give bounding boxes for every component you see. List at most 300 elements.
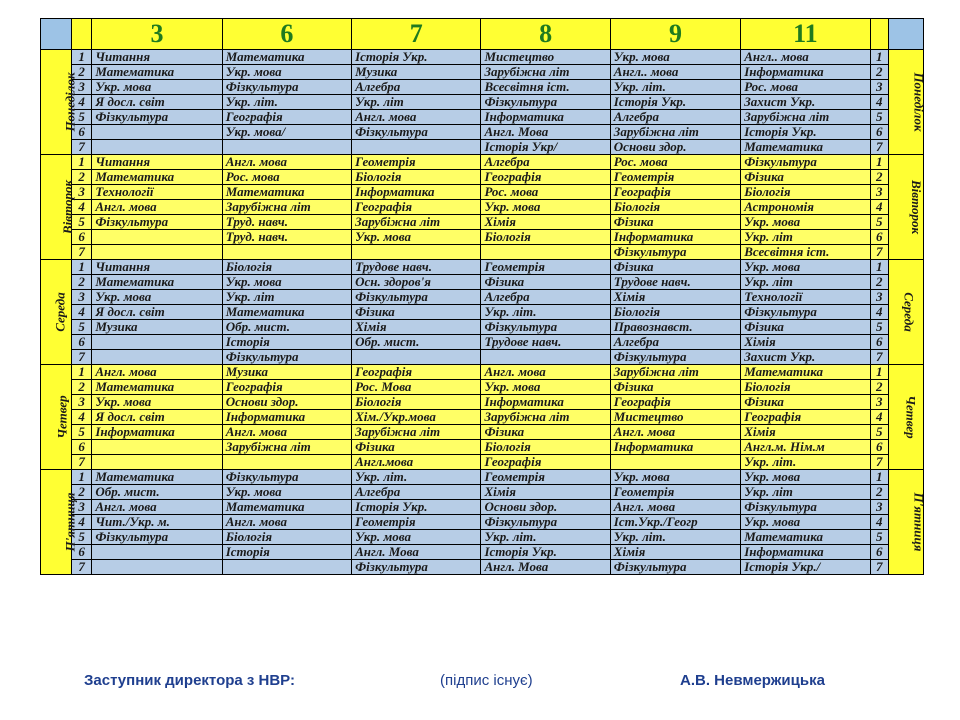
lesson-cell: Геометрія (481, 260, 610, 275)
day-label-right (889, 365, 924, 470)
lesson-number: 6 (870, 230, 888, 245)
lesson-cell: Географія (222, 380, 351, 395)
schedule-row (41, 410, 924, 425)
lesson-cell: Фізкультура (92, 110, 222, 125)
schedule-row (41, 80, 924, 95)
lesson-cell: Англ. мова (92, 200, 222, 215)
lesson-cell: Біологія (352, 170, 481, 185)
lesson-cell: Обр. мист. (352, 335, 481, 350)
grade-header: 11 (741, 19, 870, 50)
lesson-number: 3 (71, 500, 92, 515)
lesson-number: 1 (71, 155, 92, 170)
lesson-number: 5 (71, 320, 92, 335)
lesson-cell (92, 230, 222, 245)
lesson-cell: Захист Укр. (741, 95, 870, 110)
lesson-cell: Хімія (610, 545, 740, 560)
lesson-cell: Математика (741, 140, 870, 155)
schedule-row (41, 365, 924, 380)
lesson-cell: Біологія (222, 530, 351, 545)
lesson-cell: Алгебра (610, 335, 740, 350)
schedule-row (41, 230, 924, 245)
lesson-cell: Укр. мова (741, 470, 870, 485)
lesson-number: 7 (870, 350, 888, 365)
lesson-number: 6 (71, 230, 92, 245)
lesson-cell: Географія (352, 200, 481, 215)
lesson-cell: Математика (222, 305, 351, 320)
lesson-cell: Історія Укр. (481, 545, 610, 560)
lesson-cell: Математика (222, 50, 351, 65)
lesson-cell: Рос. мова (481, 185, 610, 200)
lesson-cell: Основи здор. (222, 395, 351, 410)
lesson-cell (481, 245, 610, 260)
lesson-cell: Технології (741, 290, 870, 305)
day-name: Четвер (54, 395, 70, 439)
lesson-cell (92, 545, 222, 560)
lesson-cell: Географія (222, 110, 351, 125)
lesson-cell: Труд. навч. (222, 230, 351, 245)
lesson-cell: Математика (92, 65, 222, 80)
lesson-cell: Фізкультура (610, 245, 740, 260)
schedule-row (41, 140, 924, 155)
lesson-number: 4 (71, 305, 92, 320)
lesson-cell: Зарубіжна літ (222, 440, 351, 455)
schedule-row (41, 515, 924, 530)
lesson-cell: Геометрія (352, 515, 481, 530)
lesson-cell (481, 350, 610, 365)
footer-signature: (підпис існує) (440, 672, 533, 689)
lesson-number: 6 (71, 545, 92, 560)
lesson-number: 2 (870, 380, 888, 395)
lesson-number: 7 (870, 245, 888, 260)
lesson-number: 7 (71, 245, 92, 260)
day-label-right (889, 260, 924, 365)
day-name: П'ятниця (911, 492, 927, 552)
lesson-cell: Хімія (610, 290, 740, 305)
lesson-cell: Математика (741, 530, 870, 545)
lesson-cell: Зарубіжна літ (222, 200, 351, 215)
lesson-cell: Історія Укр. (352, 500, 481, 515)
lesson-number: 6 (71, 440, 92, 455)
lesson-cell: Мистецтво (481, 50, 610, 65)
lesson-cell: Зарубіжна літ (481, 65, 610, 80)
lesson-number: 3 (71, 290, 92, 305)
schedule-row (41, 275, 924, 290)
lesson-cell: Історія Укр./ (741, 560, 870, 575)
schedule-row (41, 290, 924, 305)
lesson-cell: Англ. мова (610, 425, 740, 440)
lesson-number: 4 (71, 410, 92, 425)
lesson-cell: Інформатика (741, 65, 870, 80)
lesson-cell: Інформатика (352, 185, 481, 200)
lesson-number: 2 (71, 485, 92, 500)
schedule-row (41, 500, 924, 515)
day-name: Середа (52, 292, 68, 332)
lesson-cell (222, 245, 351, 260)
lesson-number: 2 (870, 170, 888, 185)
lesson-number: 3 (870, 500, 888, 515)
lesson-cell: Обр. мист. (222, 320, 351, 335)
schedule-table (40, 18, 927, 575)
day-label-right (889, 50, 927, 155)
lesson-cell: Фізкультура (481, 320, 610, 335)
lesson-cell: Укр. мова (222, 65, 351, 80)
lesson-cell: Я досл. світ (92, 410, 222, 425)
lesson-cell: Математика (92, 275, 222, 290)
lesson-cell: Фізкультура (610, 350, 740, 365)
grade-header: 8 (481, 19, 610, 50)
lesson-cell: Хімія (741, 425, 870, 440)
lesson-number: 4 (870, 95, 888, 110)
schedule-body (41, 49, 927, 575)
schedule-row (41, 560, 924, 575)
lesson-cell: Біологія (610, 200, 740, 215)
lesson-cell: Укр. мова (92, 290, 222, 305)
header-num-corner (870, 19, 888, 50)
schedule-row (41, 245, 924, 260)
lesson-cell: Алгебра (352, 80, 481, 95)
grade-header: 3 (92, 19, 222, 50)
lesson-cell: Укр. літ. (481, 305, 610, 320)
lesson-number: 1 (870, 50, 888, 65)
lesson-cell: Інформатика (481, 395, 610, 410)
lesson-number: 2 (71, 170, 92, 185)
lesson-cell: Укр. мова (610, 470, 740, 485)
lesson-cell: Фізкультура (222, 470, 351, 485)
day-name: П'ятниця (62, 492, 78, 552)
lesson-cell: Труд. навч. (222, 215, 351, 230)
lesson-cell: Укр. літ (352, 95, 481, 110)
lesson-cell: Англ.. мова (610, 65, 740, 80)
lesson-number: 5 (71, 425, 92, 440)
lesson-cell: Укр. мова (741, 260, 870, 275)
lesson-number: 5 (870, 215, 888, 230)
day-label-left (41, 260, 72, 365)
lesson-cell: Математика (741, 365, 870, 380)
day-name: Понеділок (62, 72, 78, 132)
lesson-number: 7 (870, 560, 888, 575)
lesson-number: 6 (870, 125, 888, 140)
lesson-number: 3 (870, 80, 888, 95)
lesson-cell: Алгебра (481, 155, 610, 170)
lesson-number: 4 (870, 410, 888, 425)
lesson-cell: Фізика (741, 170, 870, 185)
footer-position: Заступник директора з НВР: (84, 672, 295, 689)
lesson-cell: Читання (92, 50, 222, 65)
schedule-row (41, 335, 924, 350)
lesson-cell: Фізика (741, 320, 870, 335)
schedule-row (41, 50, 924, 65)
lesson-number: 3 (71, 80, 92, 95)
lesson-number: 6 (870, 545, 888, 560)
lesson-number: 2 (870, 275, 888, 290)
lesson-cell: Трудове навч. (610, 275, 740, 290)
schedule-row (41, 260, 924, 275)
lesson-cell: Я досл. світ (92, 95, 222, 110)
lesson-cell: Фізика (352, 305, 481, 320)
lesson-cell: Англ. мова (222, 155, 351, 170)
lesson-cell: Всесвітня іст. (481, 80, 610, 95)
lesson-cell: Зарубіжна літ (352, 215, 481, 230)
lesson-cell: Географія (352, 365, 481, 380)
lesson-cell: Фізкультура (741, 155, 870, 170)
lesson-cell: Укр. мова (481, 380, 610, 395)
lesson-cell: Хімія (481, 485, 610, 500)
lesson-cell: Укр. літ. (481, 530, 610, 545)
lesson-cell: Хімія (352, 320, 481, 335)
lesson-cell: Укр. мова (741, 515, 870, 530)
lesson-cell: Фізика (610, 215, 740, 230)
lesson-cell: Біологія (741, 380, 870, 395)
lesson-number: 3 (870, 290, 888, 305)
lesson-cell: Історія (222, 335, 351, 350)
lesson-cell: Математика (92, 170, 222, 185)
day-label-left (41, 470, 78, 575)
lesson-number: 1 (71, 470, 92, 485)
lesson-cell: Англ. мова (352, 110, 481, 125)
lesson-number: 6 (71, 335, 92, 350)
lesson-cell: Інформатика (481, 110, 610, 125)
lesson-number: 7 (71, 455, 92, 470)
lesson-cell: Геометрія (352, 155, 481, 170)
lesson-number: 6 (870, 335, 888, 350)
lesson-cell: Рос. мова (741, 80, 870, 95)
schedule-row (41, 155, 924, 170)
lesson-number: 1 (870, 155, 888, 170)
lesson-cell: Фізкультура (481, 515, 610, 530)
schedule-row (41, 305, 924, 320)
lesson-cell: Біологія (222, 260, 351, 275)
lesson-cell: Укр. мова (92, 395, 222, 410)
lesson-cell: Фізика (610, 260, 740, 275)
lesson-number: 1 (71, 365, 92, 380)
schedule-row (41, 110, 924, 125)
lesson-cell: Рос. мова (222, 170, 351, 185)
lesson-cell: Історія Укр/ (481, 140, 610, 155)
lesson-cell (610, 455, 740, 470)
header-corner (41, 19, 72, 50)
lesson-cell: Основи здор. (481, 500, 610, 515)
lesson-number: 7 (71, 350, 92, 365)
lesson-cell: Фізкультура (352, 125, 481, 140)
lesson-cell: Історія Укр. (741, 125, 870, 140)
lesson-cell: Трудове навч. (481, 335, 610, 350)
lesson-cell: Математика (92, 380, 222, 395)
lesson-cell: Укр. літ (741, 275, 870, 290)
lesson-cell: Хімія (741, 335, 870, 350)
lesson-cell: Зарубіжна літ (610, 365, 740, 380)
lesson-number: 4 (870, 200, 888, 215)
lesson-cell: Фізика (741, 395, 870, 410)
schedule-row (41, 350, 924, 365)
lesson-cell: Біологія (481, 230, 610, 245)
lesson-cell: Біологія (741, 185, 870, 200)
lesson-cell: Музика (222, 365, 351, 380)
lesson-cell: Фізкультура (222, 350, 351, 365)
lesson-cell: Англ.. мова (741, 50, 870, 65)
day-name: Вівторок (909, 179, 925, 235)
day-name: Понеділок (911, 72, 927, 132)
lesson-number: 5 (71, 110, 92, 125)
lesson-cell: Трудове навч. (352, 260, 481, 275)
schedule-row (41, 170, 924, 185)
day-label-left (41, 50, 78, 155)
lesson-number: 3 (71, 395, 92, 410)
lesson-cell: Геометрія (610, 170, 740, 185)
lesson-number: 5 (870, 110, 888, 125)
lesson-number: 2 (870, 485, 888, 500)
lesson-cell: Фізика (481, 425, 610, 440)
lesson-cell: Англ.м. Нім.м (741, 440, 870, 455)
lesson-number: 1 (71, 260, 92, 275)
schedule-row (41, 95, 924, 110)
schedule-row (41, 530, 924, 545)
lesson-number: 6 (870, 440, 888, 455)
lesson-cell: Англ. мова (92, 500, 222, 515)
lesson-cell: Укр. мова (222, 275, 351, 290)
day-name: Вівторок (60, 179, 76, 235)
lesson-cell: Зарубіжна літ (481, 410, 610, 425)
lesson-cell (352, 350, 481, 365)
lesson-cell: Англ. Мова (481, 125, 610, 140)
grade-header: 7 (352, 19, 481, 50)
lesson-cell: Англ. мова (222, 425, 351, 440)
lesson-number: 5 (71, 215, 92, 230)
schedule-row (41, 545, 924, 560)
lesson-cell: Геометрія (481, 470, 610, 485)
lesson-cell: Англ. Мова (352, 545, 481, 560)
lesson-cell: Історія Укр. (352, 50, 481, 65)
lesson-cell: Інформатика (222, 410, 351, 425)
lesson-cell: Читання (92, 155, 222, 170)
lesson-number: 7 (71, 140, 92, 155)
lesson-cell: Укр. мова/ (222, 125, 351, 140)
lesson-cell: Фізкультура (610, 560, 740, 575)
lesson-number: 4 (71, 200, 92, 215)
schedule-row (41, 395, 924, 410)
lesson-cell: Фізкультура (352, 290, 481, 305)
day-label-left (41, 365, 72, 470)
lesson-number: 7 (870, 455, 888, 470)
lesson-cell: Географія (481, 455, 610, 470)
lesson-number: 1 (870, 470, 888, 485)
lesson-cell: Музика (92, 320, 222, 335)
schedule-row (41, 320, 924, 335)
schedule-row (41, 440, 924, 455)
lesson-cell: Я досл. світ (92, 305, 222, 320)
lesson-cell (222, 140, 351, 155)
lesson-cell: Зарубіжна літ (741, 110, 870, 125)
lesson-cell: Іст.Укр./Геогр (610, 515, 740, 530)
lesson-cell: Інформатика (610, 230, 740, 245)
lesson-number: 4 (870, 305, 888, 320)
lesson-cell: Інформатика (92, 425, 222, 440)
lesson-cell (352, 245, 481, 260)
lesson-number: 2 (71, 275, 92, 290)
lesson-cell (222, 455, 351, 470)
lesson-cell: Захист Укр. (741, 350, 870, 365)
lesson-number: 3 (870, 185, 888, 200)
footer-name: А.В. Невмержицька (680, 672, 825, 689)
lesson-cell: Англ. мова (610, 500, 740, 515)
lesson-cell: Біологія (352, 395, 481, 410)
lesson-cell: Укр. літ (222, 290, 351, 305)
lesson-number: 1 (870, 365, 888, 380)
lesson-cell: Укр. мова (352, 230, 481, 245)
lesson-number: 4 (71, 95, 92, 110)
lesson-cell: Фізкультура (92, 215, 222, 230)
lesson-cell: Математика (222, 185, 351, 200)
lesson-cell: Чит./Укр. м. (92, 515, 222, 530)
day-name: Четвер (903, 395, 919, 439)
lesson-cell: Музика (352, 65, 481, 80)
schedule-row (41, 380, 924, 395)
lesson-cell (92, 245, 222, 260)
lesson-cell: Біологія (481, 440, 610, 455)
lesson-cell: Укр. літ. (741, 455, 870, 470)
grade-header-row (41, 19, 924, 50)
lesson-cell (92, 140, 222, 155)
lesson-cell: Фізкультура (481, 95, 610, 110)
lesson-cell: Інформатика (610, 440, 740, 455)
lesson-cell (222, 560, 351, 575)
lesson-cell: Читання (92, 260, 222, 275)
lesson-cell (92, 560, 222, 575)
schedule-row (41, 125, 924, 140)
lesson-cell (92, 350, 222, 365)
lesson-cell: Основи здор. (610, 140, 740, 155)
lesson-cell: Технології (92, 185, 222, 200)
day-label-right (889, 470, 927, 575)
lesson-cell: Англ. мова (92, 365, 222, 380)
lesson-cell (92, 125, 222, 140)
lesson-cell (92, 335, 222, 350)
lesson-number: 2 (870, 65, 888, 80)
lesson-cell: Зарубіжна літ (610, 125, 740, 140)
lesson-cell: Укр. мова (222, 485, 351, 500)
lesson-cell: Історія Укр. (610, 95, 740, 110)
lesson-cell: Хім./Укр.мова (352, 410, 481, 425)
lesson-cell: Укр. літ. (222, 95, 351, 110)
lesson-cell: Фізика (481, 275, 610, 290)
lesson-cell: Укр. літ. (610, 530, 740, 545)
header-corner (889, 19, 924, 50)
schedule-row (41, 470, 924, 485)
lesson-cell: Алгебра (481, 290, 610, 305)
schedule-row (41, 185, 924, 200)
lesson-cell: Фізика (610, 380, 740, 395)
lesson-cell: Геометрія (610, 485, 740, 500)
lesson-cell: Зарубіжна літ (352, 425, 481, 440)
lesson-cell (92, 440, 222, 455)
lesson-number: 1 (870, 260, 888, 275)
day-name: Середа (901, 292, 917, 332)
lesson-cell: Укр. літ. (352, 470, 481, 485)
lesson-cell: Рос. мова (610, 155, 740, 170)
lesson-number: 4 (71, 515, 92, 530)
lesson-cell: Укр. мова (481, 200, 610, 215)
lesson-cell: Фізкультура (741, 500, 870, 515)
lesson-number: 5 (71, 530, 92, 545)
lesson-cell: Укр. мова (741, 215, 870, 230)
lesson-cell: Фізкультура (92, 530, 222, 545)
lesson-cell: Географія (610, 395, 740, 410)
lesson-cell: Рос. Мова (352, 380, 481, 395)
lesson-cell: Інформатика (741, 545, 870, 560)
lesson-cell: Фізкультура (222, 80, 351, 95)
lesson-number: 2 (71, 65, 92, 80)
schedule-row (41, 425, 924, 440)
lesson-cell: Англ. мова (222, 515, 351, 530)
